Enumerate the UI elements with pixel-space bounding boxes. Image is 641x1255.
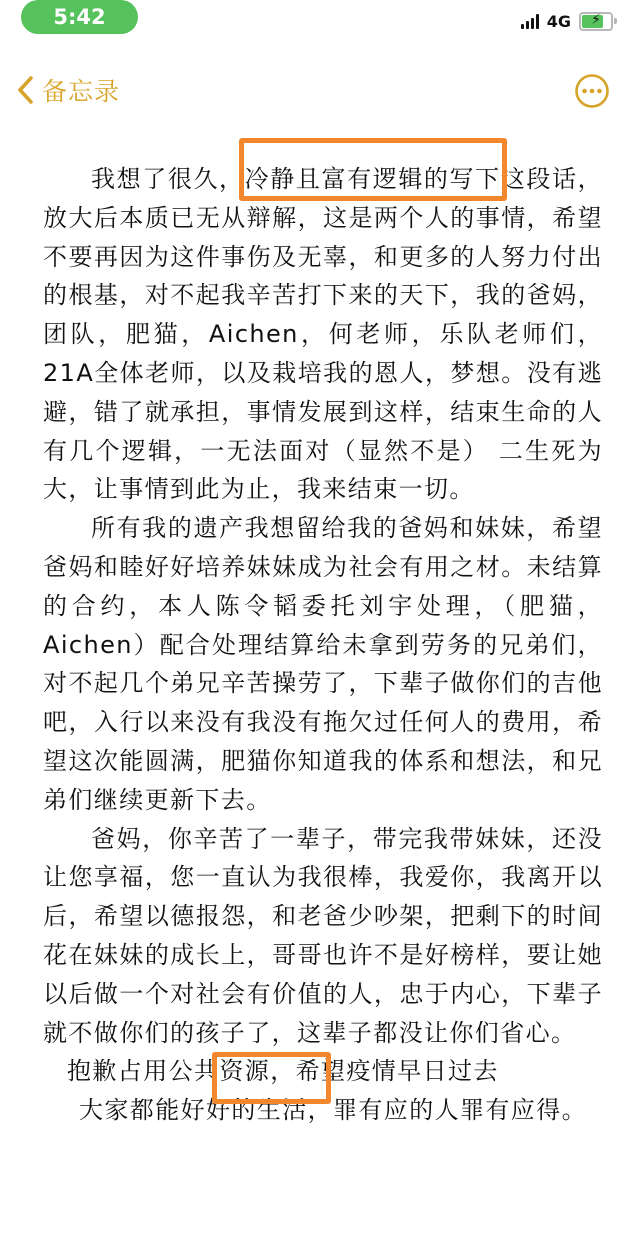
note-paragraph-4: 抱歉占用公共资源，希望疫情早日过去	[67, 1057, 499, 1086]
more-button[interactable]	[574, 73, 610, 113]
note-paragraph-1: 我想了很久，冷静且富有逻辑的写下这段话，放大后本质已无从辩解，这是两个人的事情，希望不要再因为这件事伤及无辜，和更多的人努力付出的根基，对不起我辛苦打下来的天下，我的爸妈，团队，肥猫，Aichen，何老师，乐队老师们，21A全体老师，以及栽培我的恩人，梦想。没有逃避，错了就承担，事情发展到这样，结束生命的人有几个逻辑，一无法面对（显然不是） 二生死为大，让事情到此为止，我来结束一切。	[43, 165, 603, 504]
back-button-label: 备忘录	[42, 77, 121, 106]
note-body[interactable]	[43, 160, 603, 1130]
note-paragraph-5: 大家都能好好的生活，罪有应的人罪有应得。	[79, 1096, 587, 1125]
signal-icon	[521, 13, 539, 29]
battery-charging-icon: ⚡	[579, 12, 617, 31]
network-type: 4G	[546, 11, 571, 31]
status-time-label: 5:42	[53, 5, 106, 29]
note-paragraph-3: 爸妈，你辛苦了一辈子，带完我带妹妹，还没让您享福，您一直认为我很棒，我爱你，我离开以后，希望以德报怨，和老爸少吵架，把剩下的时间花在妹妹的成长上，哥哥也许不是好榜样，要让她以后做一个对社会有价值的人，忠于内心，下辈子就不做你们的孩子了，这辈子都没让你们省心。	[43, 824, 603, 1047]
more-circle-icon	[574, 73, 610, 109]
note-paragraph-2: 所有我的遗产我想留给我的爸妈和妹妹，希望爸妈和睦好好培养妹妹成为社会有用之材。未结算的合约，本人陈令韬委托刘宇处理，（肥猫，Aichen）配合处理结算给未拿到劳务的兄弟们，对不起几个弟兄辛苦操劳了，下辈子做你们的吉他吧，入行以来没有我没有拖欠过任何人的费用，希望这次能圆满，肥猫你知道我的体系和想法，和兄弟们继续更新下去。	[43, 514, 603, 814]
chevron-left-icon	[16, 75, 34, 105]
status-indicators	[521, 10, 617, 32]
back-button[interactable]	[16, 70, 120, 110]
status-time	[21, 0, 138, 34]
